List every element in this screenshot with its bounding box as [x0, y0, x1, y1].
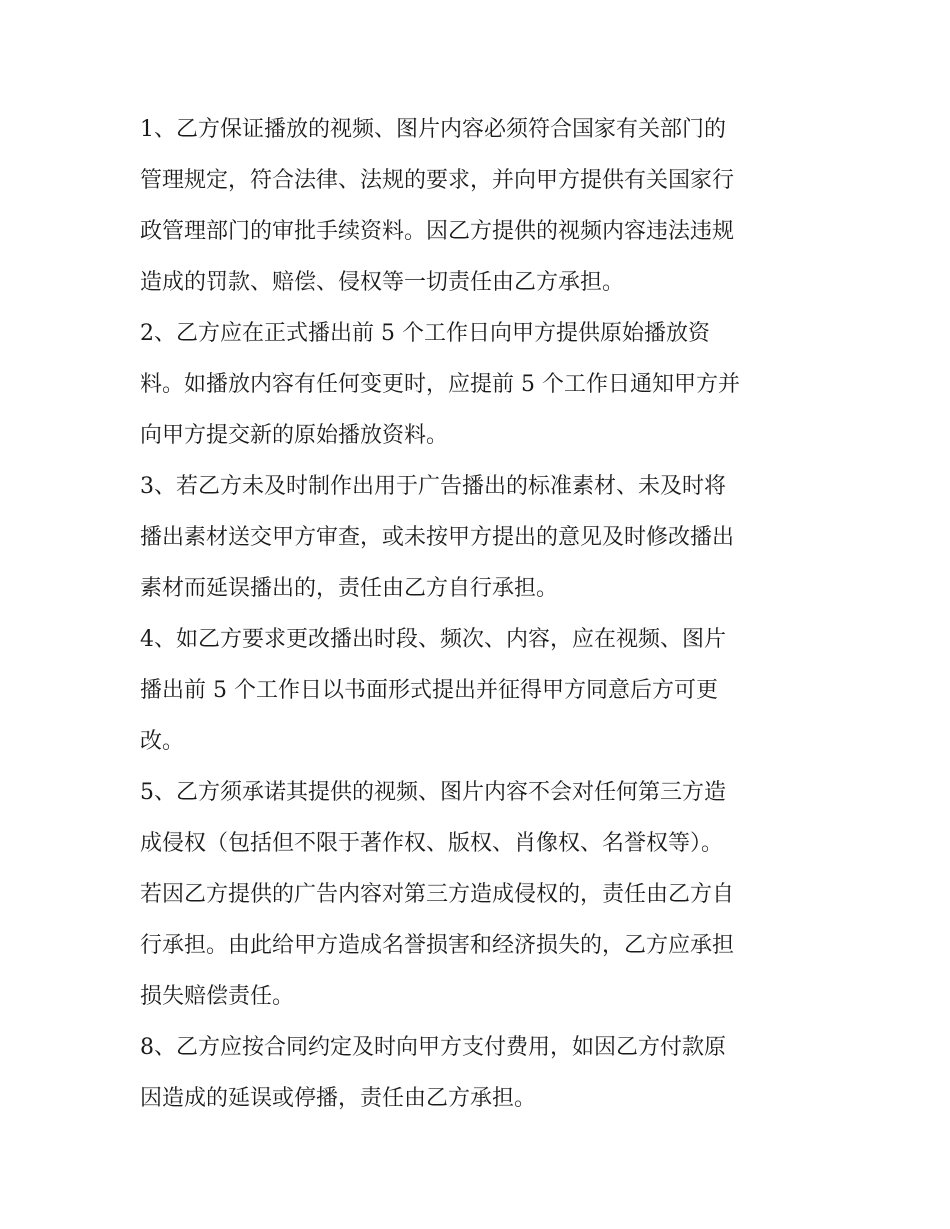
clause-line: 造成的罚款、赔偿、侵权等一切责任由乙方承担。 [140, 270, 625, 295]
clause-line: 政管理部门的审批手续资料。因乙方提供的视频内容违法违规 [140, 219, 735, 244]
clause-8 [140, 1022, 812, 1124]
clause-3 [140, 461, 812, 614]
clause-line: 向甲方提交新的原始播放资料。 [140, 423, 449, 448]
clause-line: 3、若乙方未及时制作出用于广告播出的标准素材、未及时将 [140, 474, 726, 499]
clause-line: 8、乙方应按合同约定及时向甲方支付费用，如因乙方付款原 [140, 1035, 726, 1060]
clause-line: 损失赔偿责任。 [140, 984, 295, 1009]
clause-line: 1、乙方保证播放的视频、图片内容必须符合国家有关部门的 [140, 117, 726, 142]
clause-line: 改。 [140, 729, 185, 754]
clause-line: 料。如播放内容有任何变更时，应提前 5 个工作日通知甲方并 [140, 372, 740, 397]
clause-4 [140, 614, 812, 767]
clause-1 [140, 104, 812, 308]
clause-line: 5、乙方须承诺其提供的视频、图片内容不会对任何第三方造 [140, 780, 726, 805]
clause-5 [140, 767, 812, 1022]
clause-line: 播出素材送交甲方审查，或未按甲方提出的意见及时修改播出 [140, 525, 735, 550]
clause-line: 播出前 5 个工作日以书面形式提出并征得甲方同意后方可更 [140, 678, 718, 703]
clause-line: 管理规定，符合法律、法规的要求，并向甲方提供有关国家行 [140, 168, 735, 193]
clause-line: 4、如乙方要求更改播出时段、频次、内容，应在视频、图片 [140, 627, 726, 652]
clause-line: 行承担。由此给甲方造成名誉损害和经济损失的，乙方应承担 [140, 933, 735, 958]
clause-2 [140, 308, 812, 461]
document-body [140, 104, 812, 1124]
clause-line: 因造成的延误或停播，责任由乙方承担。 [140, 1086, 537, 1111]
clause-line: 2、乙方应在正式播出前 5 个工作日向甲方提供原始播放资 [140, 321, 710, 346]
clause-line: 素材而延误播出的，责任由乙方自行承担。 [140, 576, 559, 601]
clause-line: 若因乙方提供的广告内容对第三方造成侵权的，责任由乙方自 [140, 882, 735, 907]
clause-line: 成侵权（包括但不限于著作权、版权、肖像权、名誉权等）。 [140, 831, 724, 856]
